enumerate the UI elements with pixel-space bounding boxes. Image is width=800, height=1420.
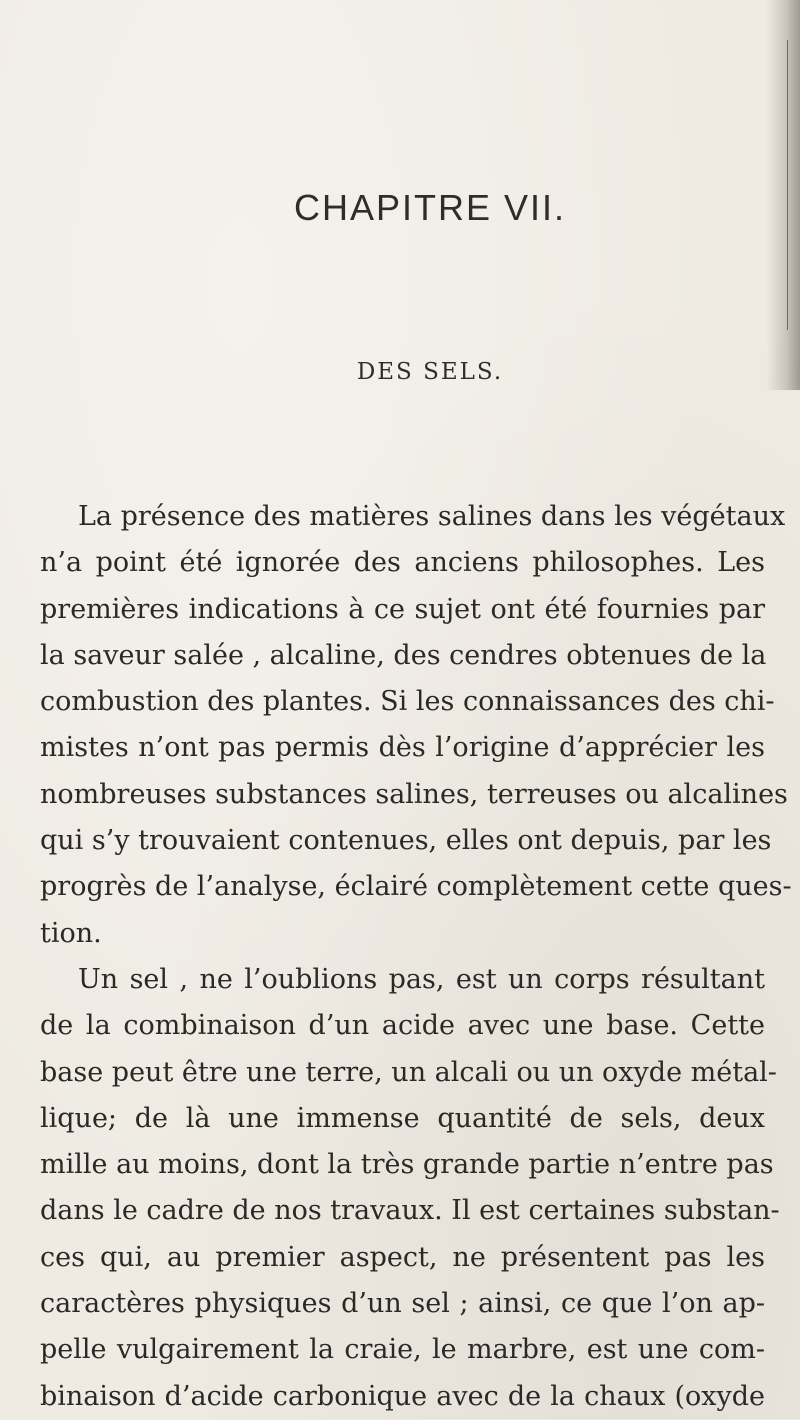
text-line: Un sel , ne l’oublions pas, est un corps résultant: [78, 963, 765, 995]
text-line: de la combinaison d’un acide avec une base. Cette: [40, 1010, 765, 1042]
text-line: lique; de là une immense quantité de sels, deux: [40, 1102, 765, 1134]
text-line: caractères physiques d’un sel ; ainsi, ce que l’on ap-: [40, 1288, 765, 1320]
text-line: pelle vulgairement la craie, le marbre, est une com-: [40, 1334, 765, 1366]
text-line: n’a point été ignorée des anciens philosophes. Les: [40, 547, 765, 579]
text-line: mistes n’ont pas permis dès l’origine d’apprécier les: [40, 732, 765, 764]
text-line: mille au moins, dont la très grande partie n’entre pas: [40, 1149, 774, 1181]
text-line: nombreuses substances salines, terreuses ou alcalines: [40, 778, 788, 810]
text-line: qui s’y trouvaient contenues, elles ont depuis, par les: [40, 825, 772, 857]
text-line: binaison d’acide carbonique avec de la chaux (oxyde: [40, 1380, 765, 1412]
text-line: premières indications à ce sujet ont été fournies par: [40, 593, 765, 625]
text-line: ces qui, au premier aspect, ne présentent pas les: [40, 1241, 765, 1273]
text-line: la saveur salée , alcaline, des cendres obtenues de la: [40, 639, 767, 671]
text-line: base peut être une terre, un alcali ou un oxyde métal-: [40, 1056, 777, 1088]
section-heading: DES SELS.: [356, 359, 504, 385]
text-line: combustion des plantes. Si les connaissances des chi-: [40, 686, 775, 718]
text-line: dans le cadre de nos travaux. Il est certaines substan-: [40, 1195, 780, 1227]
body-text: [40, 494, 792, 1420]
text-line: tion.: [40, 917, 102, 949]
text-line: progrès de l’analyse, éclairé complètement cette ques-: [40, 871, 792, 903]
chapter-heading: CHAPITRE VII.: [293, 187, 567, 228]
text-line: La présence des matières salines dans les végétaux: [78, 501, 786, 532]
